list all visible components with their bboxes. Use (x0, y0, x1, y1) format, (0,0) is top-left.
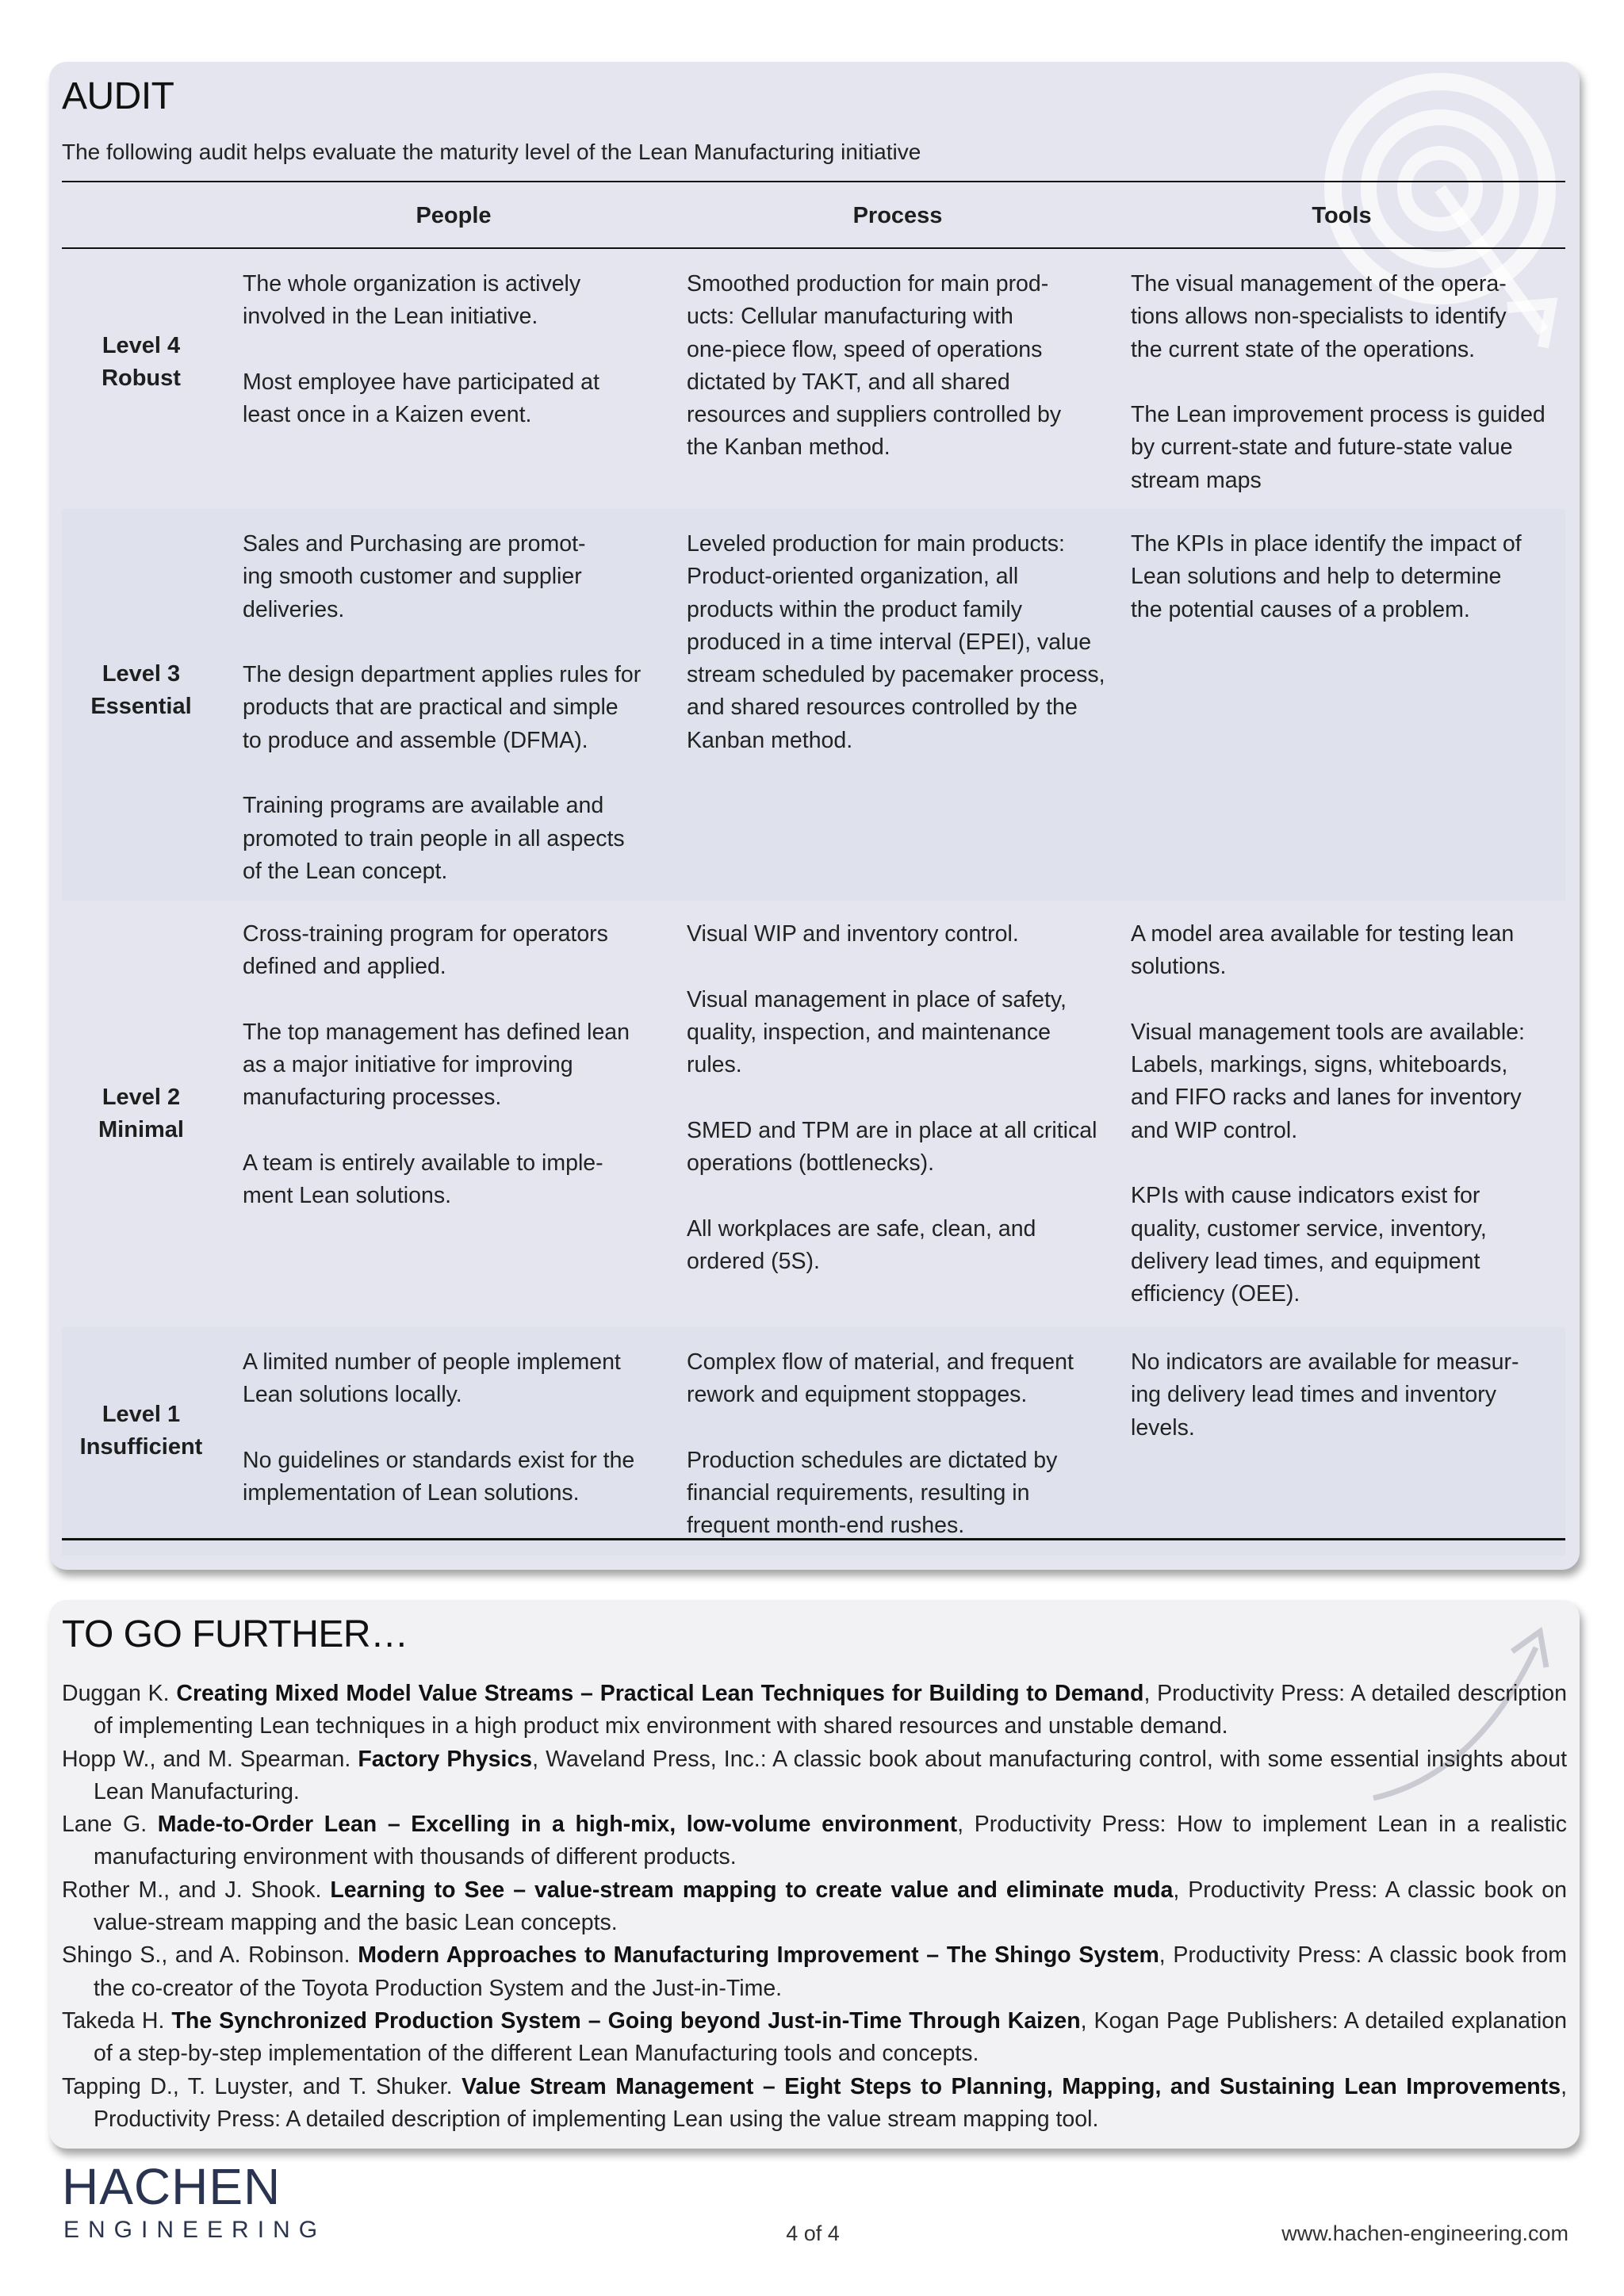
people-item: The design department applies rules for products that are practical and simple to produce and assemble (DFMA). (243, 662, 642, 753)
column-header-people: People (416, 203, 492, 228)
level-number: Level 4 (102, 333, 181, 358)
process-item: Visual management in place of safety, quality, inspection, and maintenance rules. (687, 986, 1067, 1078)
reference-item (62, 1743, 1567, 1809)
tools-cell (1131, 1346, 1575, 1445)
logo-subtitle: ENGINEERING (63, 2217, 327, 2243)
level-label (62, 1399, 220, 1464)
ref-description: , Productivity Press: A classic book from the co-creator of the Toyota Production System and the Just-in-Time. (94, 1942, 1567, 2001)
process-item: Leveled production for main products: Product-oriented organization, all products within the product family produced in a time interval (EPEI), value stream scheduled by pacemaker process, and shared resources controlled by the Kanban method. (687, 531, 1105, 753)
level-name: Essential (90, 694, 192, 719)
tools-item: The KPIs in place identify the impact of Lean solutions and help to determine the potential causes of a problem. (1131, 531, 1522, 622)
tools-item: A model area available for testing lean solutions. (1131, 921, 1515, 980)
reference-item (62, 1939, 1567, 2005)
ref-author: Duggan K. (62, 1681, 177, 1706)
tools-cell (1131, 918, 1575, 1311)
level-name: Insufficient (79, 1434, 203, 1460)
page-number: 4 of 4 (786, 2221, 840, 2245)
column-header-tools: Tools (1312, 203, 1372, 228)
people-item: Sales and Purchasing are promot- ing smooth customer and supplier deliveries. (243, 531, 586, 622)
table-bottom-rule (62, 1538, 1565, 1540)
people-cell (243, 268, 671, 431)
reference-item (62, 1808, 1567, 1874)
ref-author: Lane G. (62, 1812, 158, 1838)
tools-item: Visual management tools are available: Labels, markings, signs, whiteboards, and FIFO racks and lanes for inventory and WIP control. (1131, 1019, 1525, 1143)
process-cell (687, 268, 1119, 465)
ref-description: , Productivity Press: How to implement Lean in a realistic manufacturing environment with thousands of different products. (94, 1812, 1567, 1870)
process-item: Production schedules are dictated by financial requirements, resulting in frequent month-end rushes. (687, 1447, 1058, 1539)
people-cell (243, 1346, 671, 1510)
level-number: Level 3 (102, 661, 181, 687)
table-top-rule (62, 181, 1565, 182)
ref-description: , Waveland Press, Inc.: A classic book about manufacturing control, with some essential insights about Lean Manufacturing. (94, 1746, 1567, 1804)
tools-item: No indicators are available for measur- ing delivery lead times and inventory levels. (1131, 1349, 1519, 1441)
website-url: www.hachen-engineering.com (1281, 2221, 1568, 2245)
reference-item (62, 2005, 1567, 2071)
ref-title: Made-to-Order Lean – Excelling in a high-mix, low-volume environment (157, 1812, 958, 1838)
people-item: Training programs are available and promoted to train people in all aspects of the Lean concept. (243, 793, 625, 884)
ref-title: Value Stream Management – Eight Steps to Planning, Mapping, and Sustaining Lean Improvements (462, 2073, 1561, 2099)
level-number: Level 1 (102, 1402, 181, 1427)
ref-title: Factory Physics (358, 1746, 533, 1772)
tools-cell (1131, 528, 1575, 626)
people-item: A limited number of people implement Lean solutions locally. (243, 1349, 621, 1408)
people-item: Cross-training program for operators defined and applied. (243, 921, 608, 980)
ref-title: Creating Mixed Model Value Streams – Practical Lean Techniques for Building to Demand (176, 1681, 1144, 1706)
tools-cell (1131, 268, 1575, 497)
people-item: The whole organization is actively involved in the Lean initiative. (243, 271, 581, 330)
audit-panel (49, 62, 1580, 1570)
tools-item: KPIs with cause indicators exist for quality, customer service, inventory, delivery lead times, and equipment efficiency (OEE). (1131, 1183, 1487, 1307)
ref-title: The Synchronized Production System – Going beyond Just-in-Time Through Kaizen (171, 2007, 1081, 2034)
process-item: SMED and TPM are in place at all critical operations (bottlenecks). (687, 1117, 1097, 1177)
ref-description: , Productivity Press: A classic book on value-stream mapping and the basic Lean concepts. (94, 1877, 1567, 1936)
ref-title: Learning to See – value-stream mapping to create value and eliminate muda (330, 1877, 1174, 1903)
level-label (62, 1081, 220, 1146)
audit-title: AUDIT (62, 75, 174, 117)
audit-subtitle: The following audit helps evaluate the maturity level of the Lean Manufacturing initiative (62, 140, 921, 164)
header-rule (62, 247, 1565, 249)
tools-item: The Lean improvement process is guided by current-state and future-state value stream maps (1131, 402, 1545, 493)
process-cell (687, 528, 1119, 757)
process-item: Visual WIP and inventory control. (687, 921, 1019, 947)
people-cell (243, 918, 671, 1213)
column-header-process: Process (852, 203, 943, 228)
reference-item (62, 1678, 1567, 1743)
process-cell (687, 1346, 1119, 1543)
level-name: Minimal (98, 1117, 184, 1142)
ref-author: Hopp W., and M. Spearman. (62, 1746, 358, 1772)
process-item: Smoothed production for main prod- ucts: Cellular manufacturing with one-piece flow, speed of operations dictated by TAKT, and all shared resources and suppliers controlled by the Kanban method. (687, 271, 1062, 461)
ref-author: Shingo S., and A. Robinson. (62, 1942, 358, 1969)
reference-list (62, 1678, 1567, 2136)
people-item: Most employee have participated at least once in a Kaizen event. (243, 369, 599, 428)
people-item: No guidelines or standards exist for the implementation of Lean solutions. (243, 1447, 635, 1506)
tools-item: The visual management of the opera- tions allows non-specialists to identify the current state of the operations. (1131, 271, 1507, 362)
level-label (62, 658, 220, 723)
further-title: TO GO FURTHER… (62, 1613, 408, 1655)
process-item: All workplaces are safe, clean, and ordered (5S). (687, 1215, 1036, 1274)
ref-title: Modern Approaches to Manufacturing Improvement – The Shingo System (358, 1942, 1159, 1969)
level-number: Level 2 (102, 1085, 181, 1110)
people-item: The top management has defined lean as a major initiative for improving manufacturing processes. (243, 1019, 630, 1111)
people-item: A team is entirely available to imple- ment Lean solutions. (243, 1150, 603, 1209)
ref-author: Takeda H. (62, 2007, 172, 2034)
further-panel (49, 1600, 1580, 2149)
reference-item (62, 1874, 1567, 1940)
ref-description: , Productivity Press: A detailed description of implementing Lean techniques in a high product mix environment with shared resources and unstable demand. (94, 1681, 1567, 1739)
process-item: Complex flow of material, and frequent rework and equipment stoppages. (687, 1349, 1074, 1408)
level-name: Robust (102, 365, 181, 391)
ref-author: Tapping D., T. Luyster, and T. Shuker. (62, 2073, 462, 2099)
people-cell (243, 528, 671, 888)
ref-author: Rother M., and J. Shook. (62, 1877, 331, 1903)
ref-description: , Productivity Press: A detailed description of implementing Lean using the value stream mapping tool. (94, 2073, 1567, 2132)
reference-item (62, 2071, 1567, 2137)
logo-wordmark: HACHEN (62, 2158, 282, 2215)
ref-description: , Kogan Page Publishers: A detailed explanation of a step-by-step implementation of the different Lean Manufacturing tools and concepts. (94, 2007, 1567, 2067)
level-label (62, 330, 220, 395)
process-cell (687, 918, 1119, 1278)
